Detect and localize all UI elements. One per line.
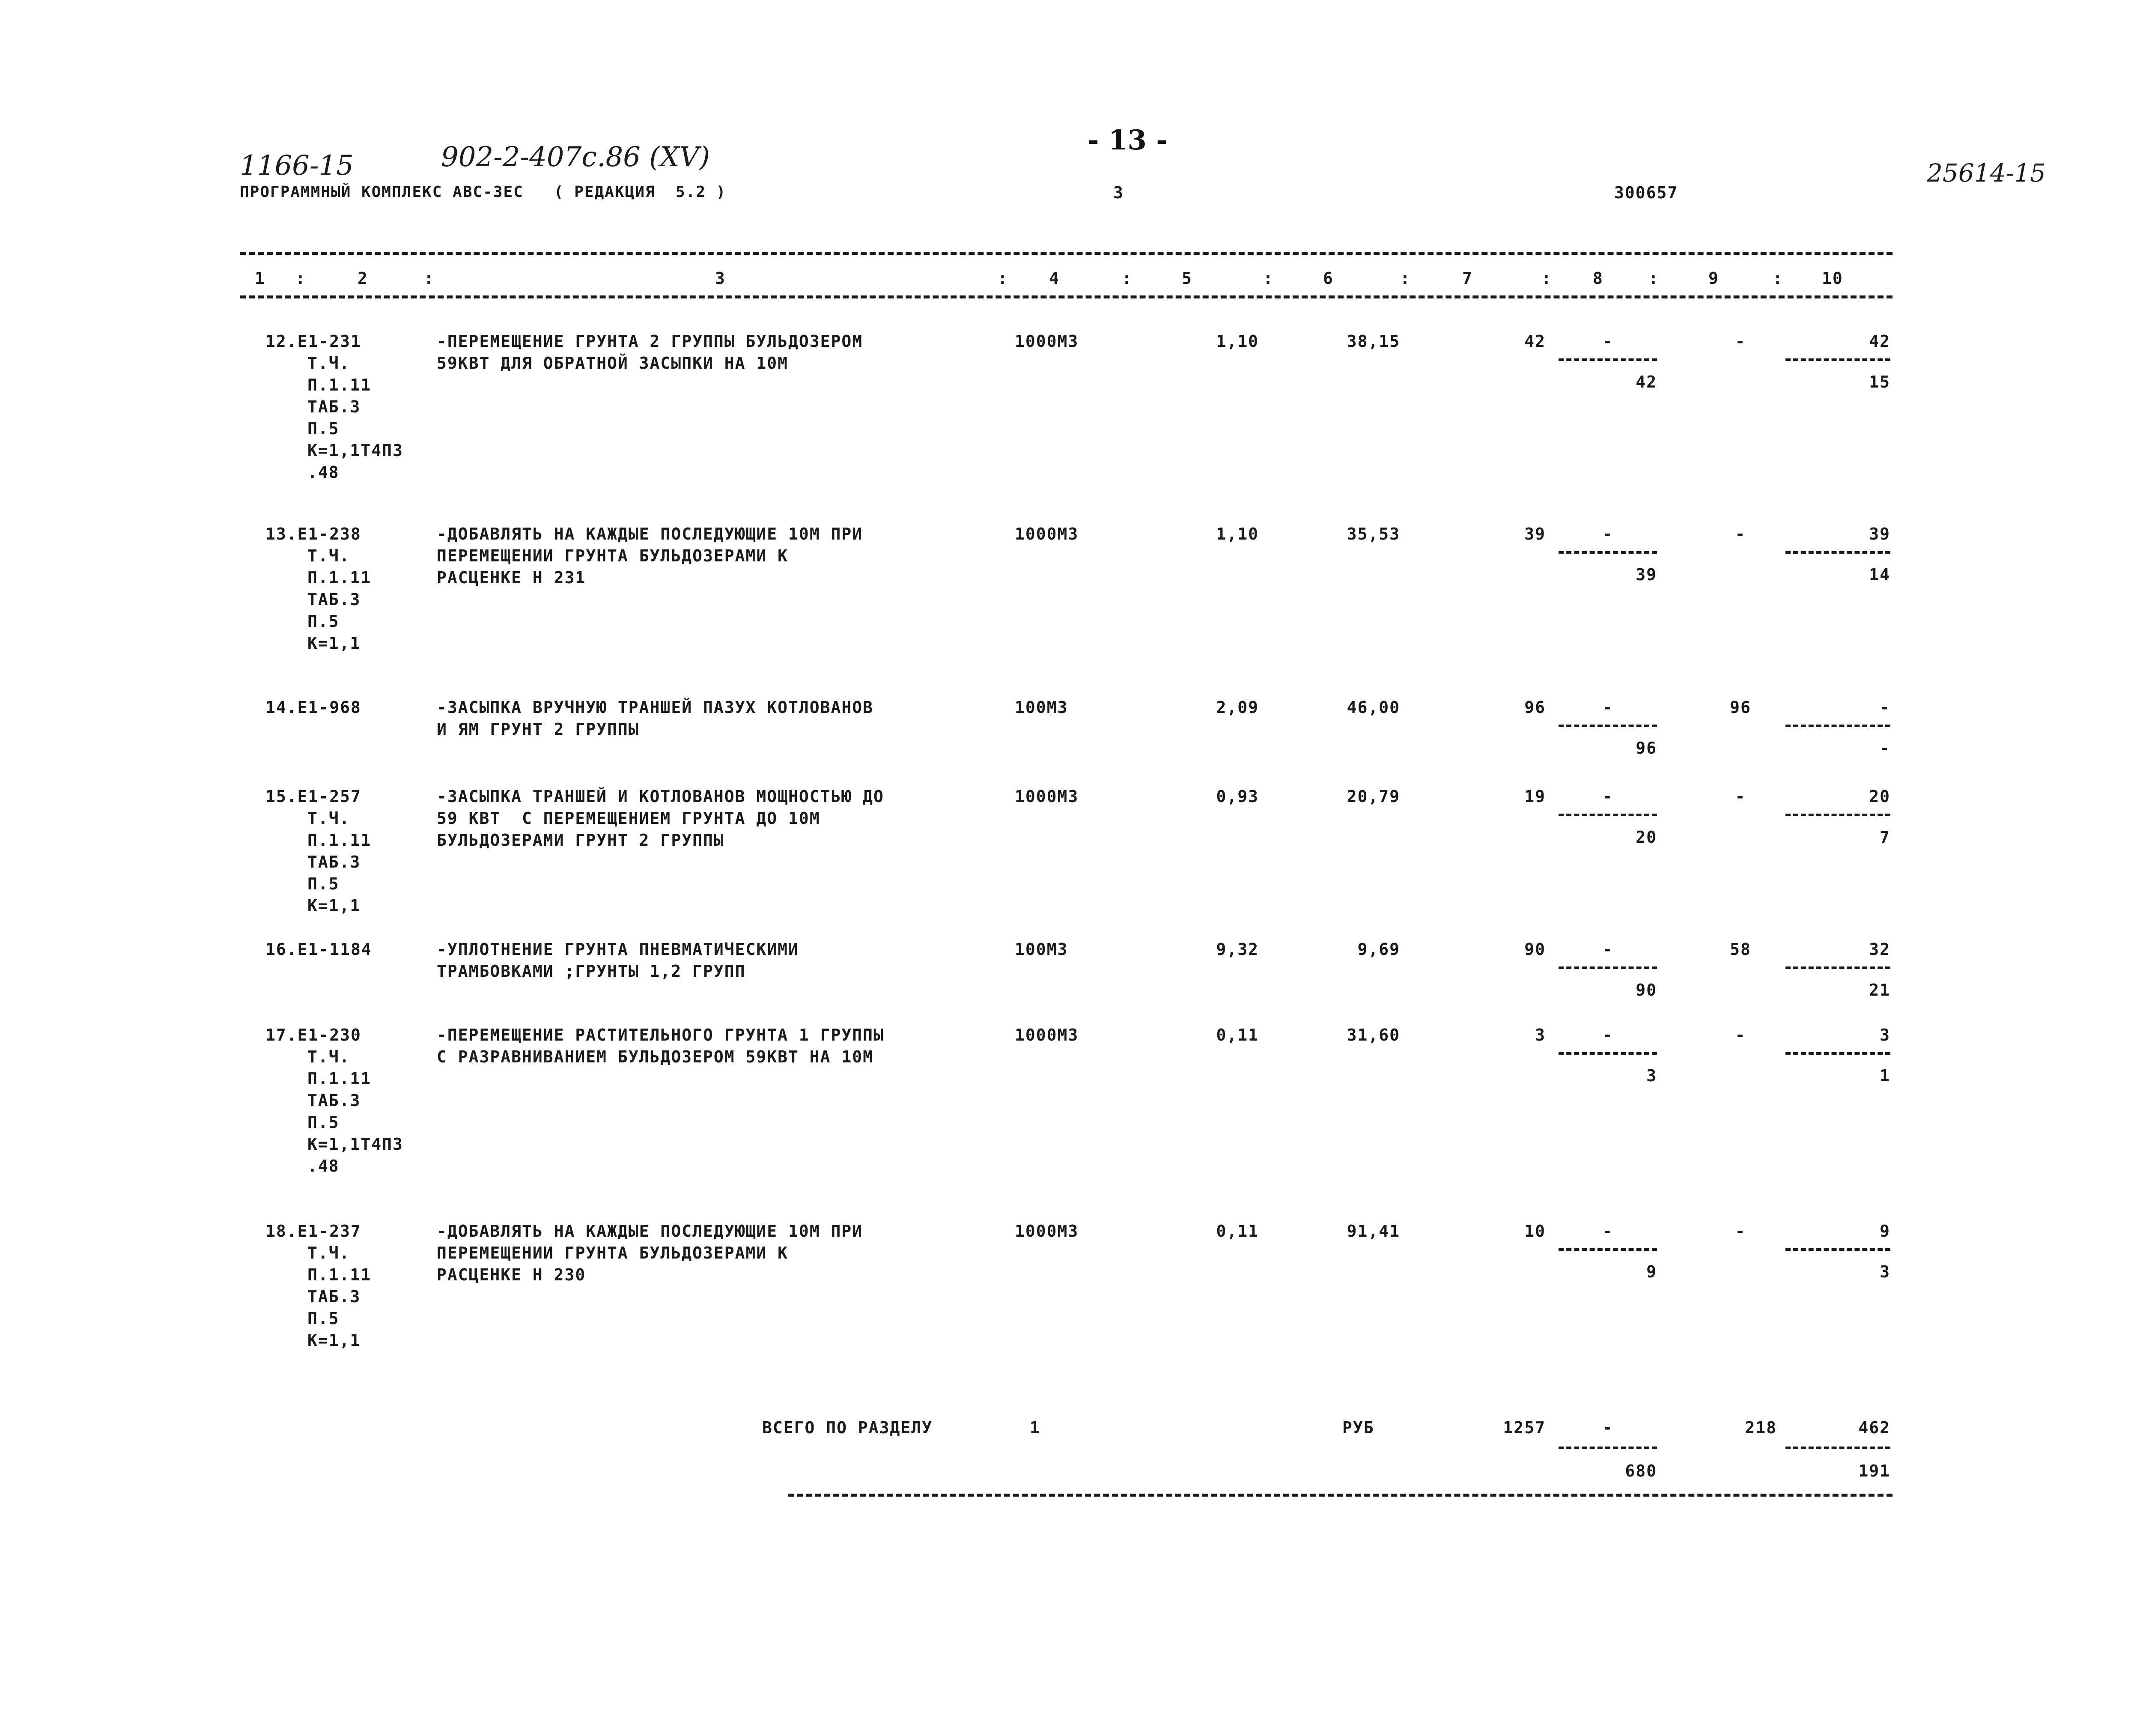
row-col8-top: - bbox=[1602, 1026, 1613, 1044]
total-col10-fraction-line bbox=[1785, 1447, 1890, 1449]
row-quantity: 2,09 bbox=[1216, 698, 1259, 717]
row-col7: 96 bbox=[1524, 698, 1546, 717]
row-col10-fraction-line bbox=[1785, 1052, 1890, 1055]
section-number: 3 bbox=[1113, 183, 1124, 202]
row-reference: Т.Ч. bbox=[307, 809, 350, 828]
row-description: -ЗАСЫПКА ВРУЧНУЮ ТРАНШЕЙ ПАЗУХ КОТЛОВАНОВ bbox=[437, 698, 873, 717]
row-description: -ПЕРЕМЕЩЕНИЕ РАСТИТЕЛЬНОГО ГРУНТА 1 ГРУППЫ bbox=[437, 1026, 884, 1044]
row-col7: 3 bbox=[1535, 1026, 1546, 1044]
table-header-rule bbox=[240, 295, 1893, 298]
row-position-code: 15.Е1-257 bbox=[265, 787, 361, 806]
row-col10-bottom: 7 bbox=[1880, 828, 1890, 847]
row-col8-bottom: 3 bbox=[1646, 1066, 1657, 1085]
row-reference: Т.Ч. bbox=[307, 1244, 350, 1262]
handwritten-doc-center: 902-2-407с.86 (XV) bbox=[441, 141, 710, 173]
row-reference: К=1,1 bbox=[307, 1331, 361, 1350]
document-code: 300657 bbox=[1614, 183, 1678, 202]
row-position-code: 14.Е1-968 bbox=[265, 698, 361, 717]
row-col10-bottom: 15 bbox=[1869, 373, 1890, 391]
row-description: И ЯМ ГРУНТ 2 ГРУППЫ bbox=[437, 720, 639, 739]
row-col8-fraction-line bbox=[1559, 966, 1657, 969]
total-col8-fraction-line bbox=[1559, 1447, 1657, 1449]
handwritten-doc-right: 25614-15 bbox=[1927, 158, 2046, 188]
row-quantity: 0,11 bbox=[1216, 1026, 1259, 1044]
row-col9: - bbox=[1735, 525, 1746, 543]
row-col7: 19 bbox=[1524, 787, 1546, 806]
row-col8-fraction-line bbox=[1559, 1248, 1657, 1251]
row-reference: П.5 bbox=[307, 1113, 340, 1132]
row-reference: П.1.11 bbox=[307, 568, 372, 587]
row-col10-top: 42 bbox=[1869, 332, 1890, 351]
row-unit-price: 91,41 bbox=[1347, 1222, 1400, 1241]
row-reference: П.5 bbox=[307, 612, 340, 631]
col-header-8: 8 bbox=[1593, 269, 1603, 288]
row-position-code: 12.Е1-231 bbox=[265, 332, 361, 351]
total-section: 1 bbox=[1030, 1418, 1040, 1437]
row-col10-top: - bbox=[1880, 698, 1890, 717]
row-col9: - bbox=[1735, 1026, 1746, 1044]
row-col8-top: - bbox=[1602, 525, 1613, 543]
row-description: -УПЛОТНЕНИЕ ГРУНТА ПНЕВМАТИЧЕСКИМИ bbox=[437, 940, 799, 959]
row-col8-fraction-line bbox=[1559, 551, 1657, 554]
row-reference: Т.Ч. bbox=[307, 1047, 350, 1066]
row-col8-fraction-line bbox=[1559, 814, 1657, 816]
row-description: -ЗАСЫПКА ТРАНШЕЙ И КОТЛОВАНОВ МОЩНОСТЬЮ ДО bbox=[437, 787, 884, 806]
row-col10-fraction-line bbox=[1785, 814, 1890, 816]
row-col8-fraction-line bbox=[1559, 1052, 1657, 1055]
row-reference: ТАБ.3 bbox=[307, 1287, 361, 1306]
row-col9: 58 bbox=[1730, 940, 1751, 959]
row-col10-top: 32 bbox=[1869, 940, 1890, 959]
row-quantity: 9,32 bbox=[1216, 940, 1259, 959]
row-quantity: 1,10 bbox=[1216, 525, 1259, 543]
row-reference: К=1,1Т4П3 bbox=[307, 1135, 403, 1154]
row-description: ПЕРЕМЕЩЕНИИ ГРУНТА БУЛЬДОЗЕРАМИ К bbox=[437, 546, 788, 565]
row-unit: 1000М3 bbox=[1015, 525, 1079, 543]
table-bottom-rule bbox=[788, 1494, 1893, 1497]
row-unit-price: 20,79 bbox=[1347, 787, 1400, 806]
total-col8-bottom: 680 bbox=[1625, 1462, 1657, 1480]
col-header-7: 7 bbox=[1462, 269, 1473, 288]
row-quantity: 1,10 bbox=[1216, 332, 1259, 351]
row-description: 59 КВТ С ПЕРЕМЕЩЕНИЕМ ГРУНТА ДО 10М bbox=[437, 809, 820, 828]
row-position-code: 16.Е1-1184 bbox=[265, 940, 372, 959]
total-col7: 1257 bbox=[1503, 1418, 1546, 1437]
row-unit: 1000М3 bbox=[1015, 1222, 1079, 1241]
total-col10-bottom: 191 bbox=[1858, 1462, 1890, 1480]
row-reference: ТАБ.3 bbox=[307, 853, 361, 871]
row-col10-fraction-line bbox=[1785, 966, 1890, 969]
row-col10-bottom: 21 bbox=[1869, 981, 1890, 999]
row-col9: - bbox=[1735, 332, 1746, 351]
row-col8-top: - bbox=[1602, 332, 1613, 351]
row-description: ТРАМБОВКАМИ ;ГРУНТЫ 1,2 ГРУПП bbox=[437, 962, 746, 981]
row-description: 59КВТ ДЛЯ ОБРАТНОЙ ЗАСЫПКИ НА 10М bbox=[437, 354, 788, 373]
row-reference: Т.Ч. bbox=[307, 354, 350, 373]
col-header-4: 4 bbox=[1049, 269, 1060, 288]
row-unit: 1000М3 bbox=[1015, 787, 1079, 806]
row-col8-bottom: 39 bbox=[1636, 565, 1657, 584]
row-col8-top: - bbox=[1602, 940, 1613, 959]
row-col10-top: 9 bbox=[1880, 1222, 1890, 1241]
row-reference: П.1.11 bbox=[307, 376, 372, 394]
col-header-1: 1 bbox=[255, 269, 265, 288]
row-col10-top: 3 bbox=[1880, 1026, 1890, 1044]
row-reference: П.5 bbox=[307, 1309, 340, 1328]
row-unit: 100М3 bbox=[1015, 698, 1068, 717]
col-header-2: 2 bbox=[358, 269, 368, 288]
row-col10-bottom: 1 bbox=[1880, 1066, 1890, 1085]
row-unit: 1000М3 bbox=[1015, 1026, 1079, 1044]
row-col7: 39 bbox=[1524, 525, 1546, 543]
total-col10-top: 462 bbox=[1858, 1418, 1890, 1437]
row-unit: 1000М3 bbox=[1015, 332, 1079, 351]
row-reference: ТАБ.3 bbox=[307, 590, 361, 609]
row-reference: П.1.11 bbox=[307, 831, 372, 850]
row-reference: П.5 bbox=[307, 419, 340, 438]
row-description: -ПЕРЕМЕЩЕНИЕ ГРУНТА 2 ГРУППЫ БУЛЬДОЗЕРОМ bbox=[437, 332, 863, 351]
row-unit-price: 31,60 bbox=[1347, 1026, 1400, 1044]
row-unit: 100М3 bbox=[1015, 940, 1068, 959]
row-col8-bottom: 90 bbox=[1636, 981, 1657, 999]
handwritten-doc-left: 1166-15 bbox=[240, 150, 354, 182]
row-position-code: 13.Е1-238 bbox=[265, 525, 361, 543]
row-col8-top: - bbox=[1602, 787, 1613, 806]
program-title: ПРОГРАММНЫЙ КОМПЛЕКС АВС-3ЕС ( РЕДАКЦИЯ 5.2 ) bbox=[240, 183, 727, 201]
row-col8-bottom: 96 bbox=[1636, 739, 1657, 758]
row-col10-bottom: - bbox=[1880, 739, 1890, 758]
row-reference: П.1.11 bbox=[307, 1069, 372, 1088]
row-reference: К=1,1 bbox=[307, 634, 361, 653]
row-description: РАСЦЕНКЕ Н 231 bbox=[437, 568, 586, 587]
row-reference: Т.Ч. bbox=[307, 546, 350, 565]
row-description: -ДОБАВЛЯТЬ НА КАЖДЫЕ ПОСЛЕДУЮЩИЕ 10М ПРИ bbox=[437, 1222, 863, 1241]
col-header-10: 10 bbox=[1822, 269, 1843, 288]
row-col9: - bbox=[1735, 1222, 1746, 1241]
row-col9: - bbox=[1735, 787, 1746, 806]
row-col10-fraction-line bbox=[1785, 1248, 1890, 1251]
page-number: - 13 - bbox=[1088, 124, 1168, 156]
row-col10-bottom: 3 bbox=[1880, 1262, 1890, 1281]
total-label: ВСЕГО ПО РАЗДЕЛУ bbox=[762, 1418, 933, 1437]
row-col8-top: - bbox=[1602, 698, 1613, 717]
row-reference: К=1,1 bbox=[307, 896, 361, 915]
row-reference: ТАБ.3 bbox=[307, 1091, 361, 1110]
row-col10-top: 20 bbox=[1869, 787, 1890, 806]
table-top-rule bbox=[240, 252, 1893, 255]
row-description: БУЛЬДОЗЕРАМИ ГРУНТ 2 ГРУППЫ bbox=[437, 831, 724, 850]
row-description: -ДОБАВЛЯТЬ НА КАЖДЫЕ ПОСЛЕДУЮЩИЕ 10М ПРИ bbox=[437, 525, 863, 543]
total-col8-top: - bbox=[1602, 1418, 1613, 1437]
row-unit-price: 38,15 bbox=[1347, 332, 1400, 351]
col-header-6: 6 bbox=[1323, 269, 1334, 288]
row-reference: .48 bbox=[307, 463, 340, 482]
col-header-3: 3 bbox=[715, 269, 726, 288]
row-col8-fraction-line bbox=[1559, 725, 1657, 727]
row-col7: 10 bbox=[1524, 1222, 1546, 1241]
row-col10-fraction-line bbox=[1785, 725, 1890, 727]
row-unit-price: 46,00 bbox=[1347, 698, 1400, 717]
row-reference: П.5 bbox=[307, 874, 340, 893]
total-currency: РУБ bbox=[1342, 1418, 1374, 1437]
row-description: С РАЗРАВНИВАНИЕМ БУЛЬДОЗЕРОМ 59КВТ НА 10М bbox=[437, 1047, 873, 1066]
row-col10-bottom: 14 bbox=[1869, 565, 1890, 584]
row-col8-bottom: 9 bbox=[1646, 1262, 1657, 1281]
row-description: РАСЦЕНКЕ Н 230 bbox=[437, 1265, 586, 1284]
row-position-code: 17.Е1-230 bbox=[265, 1026, 361, 1044]
row-unit-price: 35,53 bbox=[1347, 525, 1400, 543]
row-col8-bottom: 20 bbox=[1636, 828, 1657, 847]
row-position-code: 18.Е1-237 bbox=[265, 1222, 361, 1241]
row-reference: .48 bbox=[307, 1157, 340, 1175]
row-col8-top: - bbox=[1602, 1222, 1613, 1241]
row-reference: К=1,1Т4П3 bbox=[307, 441, 403, 460]
row-quantity: 0,11 bbox=[1216, 1222, 1259, 1241]
row-description: ПЕРЕМЕЩЕНИИ ГРУНТА БУЛЬДОЗЕРАМИ К bbox=[437, 1244, 788, 1262]
row-reference: ТАБ.3 bbox=[307, 397, 361, 416]
row-col7: 90 bbox=[1524, 940, 1546, 959]
row-col10-top: 39 bbox=[1869, 525, 1890, 543]
row-col10-fraction-line bbox=[1785, 358, 1890, 361]
row-col8-bottom: 42 bbox=[1636, 373, 1657, 391]
row-unit-price: 9,69 bbox=[1357, 940, 1400, 959]
total-col9: 218 bbox=[1745, 1418, 1777, 1437]
row-col9: 96 bbox=[1730, 698, 1751, 717]
row-quantity: 0,93 bbox=[1216, 787, 1259, 806]
col-header-5: 5 bbox=[1182, 269, 1192, 288]
row-col7: 42 bbox=[1524, 332, 1546, 351]
row-col8-fraction-line bbox=[1559, 358, 1657, 361]
col-header-9: 9 bbox=[1708, 269, 1719, 288]
row-col10-fraction-line bbox=[1785, 551, 1890, 554]
row-reference: П.1.11 bbox=[307, 1265, 372, 1284]
